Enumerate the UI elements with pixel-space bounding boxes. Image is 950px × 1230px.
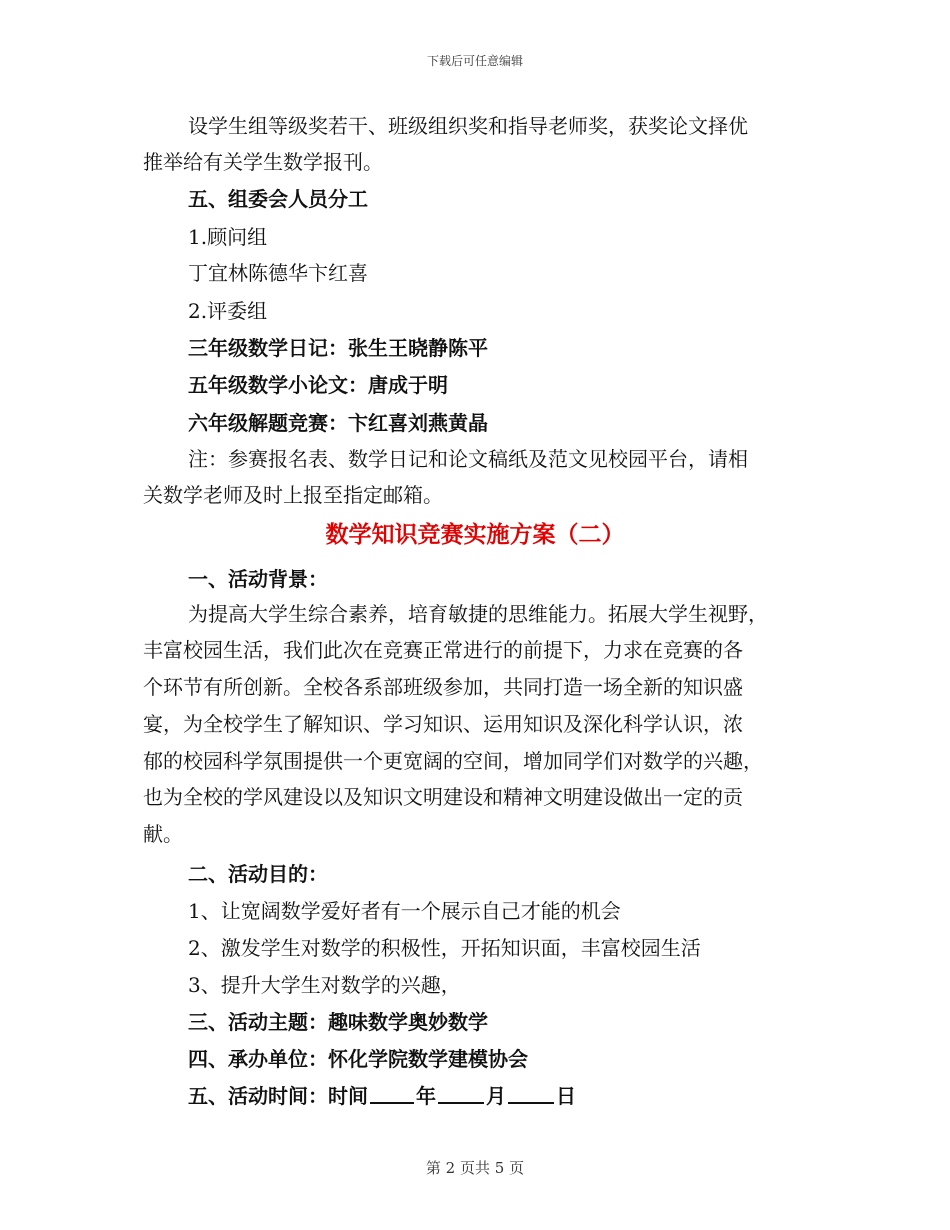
judge-line: 五年级数学小论文：唐成于明 (188, 373, 448, 397)
note-line: 注：参赛报名表、数学日记和论文稿纸及范文见校园平台，请相 (188, 447, 748, 471)
month-blank (438, 1102, 484, 1104)
date-label: 五、活动时间：时间 (188, 1084, 368, 1108)
month-label: 月 (486, 1084, 506, 1108)
section-title: 数学知识竞赛实施方案（二） (325, 521, 625, 548)
paragraph-line: 也为全校的学风建设以及知识文明建设和精神文明建设做出一定的贡 (143, 785, 743, 809)
day-label: 日 (556, 1084, 576, 1108)
list-item: 1.顾问组 (188, 225, 268, 249)
year-blank (370, 1102, 414, 1104)
section-heading: 三、活动主题：趣味数学奥妙数学 (188, 1010, 488, 1034)
list-item: 1、让宽阔数学爱好者有一个展示自己才能的机会 (188, 899, 621, 923)
section-heading: 一、活动背景： (188, 567, 328, 591)
paragraph-line: 献。 (143, 822, 183, 846)
paragraph-line: 设学生组等级奖若干、班级组织奖和指导老师奖，获奖论文择优 (188, 114, 748, 138)
paragraph-line: 郁的校园科学氛围提供一个更宽阔的空间，增加同学们对数学的兴趣， (143, 749, 763, 773)
paragraph-line: 个环节有所创新。全校各系部班级参加，共同打造一场全新的知识盛 (143, 675, 743, 699)
list-item: 2.评委组 (188, 299, 268, 323)
paragraph-line: 丁宜林陈德华卞红喜 (188, 261, 368, 285)
list-item: 2、激发学生对数学的积极性，开拓知识面，丰富校园生活 (188, 936, 701, 960)
paragraph-line: 推举给有关学生数学报刊。 (143, 150, 383, 174)
page-footer: 第 2 页共 5 页 (425, 1159, 525, 1177)
judge-line: 六年级解题竞赛：卞红喜刘燕黄晶 (188, 411, 488, 435)
date-line (0, 1078, 950, 1114)
year-label: 年 (416, 1084, 436, 1108)
paragraph-line: 为提高大学生综合素养，培育敏捷的思维能力。拓展大学生视野， (188, 602, 768, 626)
section-heading: 二、活动目的： (188, 862, 328, 886)
judge-line: 三年级数学日记：张生王晓静陈平 (188, 336, 488, 360)
list-item: 3、提升大学生对数学的兴趣， (188, 973, 461, 997)
page-header: 下载后可任意编辑 (426, 54, 523, 68)
section-heading: 五、组委会人员分工 (188, 187, 368, 211)
paragraph-line: 丰富校园生活，我们此次在竞赛正常进行的前提下，力求在竞赛的各 (143, 638, 743, 662)
day-blank (508, 1102, 554, 1104)
section-heading: 四、承办单位：怀化学院数学建模协会 (188, 1047, 528, 1071)
note-line: 关数学老师及时上报至指定邮箱。 (143, 483, 443, 507)
paragraph-line: 宴，为全校学生了解知识、学习知识、运用知识及深化科学认识，浓 (143, 712, 743, 736)
